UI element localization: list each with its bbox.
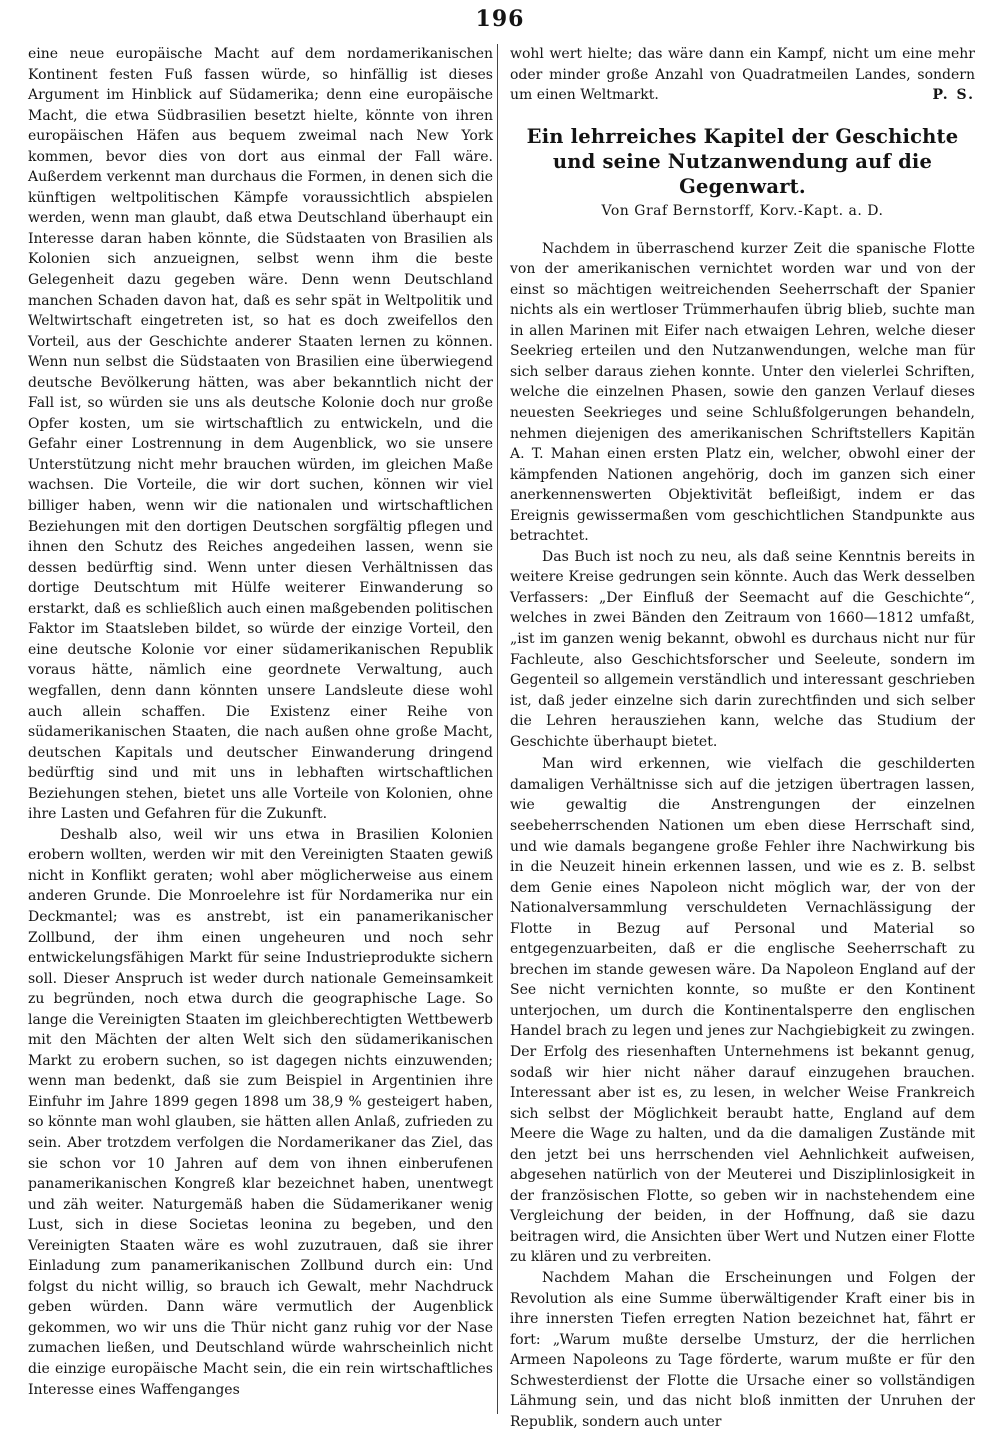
page-number: 196 bbox=[475, 6, 525, 32]
paragraph: Nachdem Mahan die Erscheinungen und Folgen der Revolution als eine Summe überwältigender Kraft einer bis in ihre innersten Tiefen erregten Nation bezeichnet hat, fährt er fort: „Warum mußte derselbe Umsturz, der die herrlichen Armeen Napoleons zu Tage förderte, warum mußte er für den Schwesterdienst der Flotte die Ursache einer so vollständigen Lähmung sein, und das nicht bloß inmitten der Unruhen der Republik, sondern auch unter bbox=[510, 1269, 975, 1430]
paragraph: eine neue europäische Macht auf dem nordamerikanischen Kontinent festen Fuß fassen würde, so hinfällig ist dieses Argument im Hinblick auf Südamerika; denn eine europäische Macht, die etwa Südbrasilien besetzt hielte, könnte von ihren europäischen Häfen aus bequem zweimal nach New York kommen, bevor dies von dort aus einmal der Fall wäre. Außerdem verkennt man durchaus die Formen, in denen sich die künftigen weltpolitischen Kämpfe voraussichtlich abspielen werden, wenn man glaubt, daß etwa Deutschland überhaupt ein Interesse daran haben könnte, die Südstaaten von Brasilien als Kolonien sich anzueignen, selbst wenn ihm die beste Gelegenheit dazu gegeben wäre. Denn wenn Deutschland manchen Schaden davon hat, daß es sehr spät in Weltpolitik und Weltwirtschaft eingetreten ist, so hat es doch zweifellos den Vorteil, aus der Geschichte anderer Staaten lernen zu können. Wenn nun selbst die Südstaaten von Brasilien eine überwiegend deutsche Bevölkerung hätten, was aber bekanntlich nicht der Fall ist, so würden sie uns als deutsche Kolonie doch nur große Opfer kosten, um sie wirtschaftlich zu entwickeln, und die Gefahr einer Lostrennung in dem Augenblick, wo sie unsere Unterstützung nicht mehr brauchen würden, im gleichen Maße wachsen. Die Vorteile, die wir dort suchen, können wir viel billiger haben, wenn wir die nationalen und wirtschaftlichen Beziehungen mit den dortigen Deutschen sorgfältig pflegen und ihnen den Schutz des Reiches angedeihen lassen, wenn sie dessen bedürftig sind. Wenn unter diesen Verhältnissen das dortige Deutschtum mit Hülfe weiterer Einwanderung so erstarkt, daß es schließlich auch einen maßgebenden politischen Faktor im Staatsleben bildet, so würde der einzige Vorteil, den eine deutsche Kolonie vor einer südamerikanischen Republik voraus hätte, nämlich eine geordnete Verwaltung, auch wegfallen, denn dann könnten unsere Landsleute diese wohl auch allein schaffen. Die Existenz einer Reihe von südamerikanischen Staaten, die nach außen ohne große Macht, deutschen Kapitals und deutscher Einwanderung dringend bedürftig sind und mit uns in lebhaften wirtschaftlichen Beziehungen stehen, bietet uns alle Vorteile von Kolonien, ohne ihre Lasten und Gefahren für die Zukunft. bbox=[28, 46, 493, 823]
left-column bbox=[28, 44, 493, 1400]
author-signature: P. S. bbox=[932, 87, 975, 104]
right-column bbox=[510, 44, 975, 1432]
column-divider bbox=[497, 44, 498, 1414]
paragraph: Nachdem in überraschend kurzer Zeit die spanische Flotte von der amerikanischen vernichtet worden war und von der einst so mächtigen weitreichenden Seeherrschaft der Spanier nichts als ein wertloser Trümmerhaufen übrig blieb, suchte man in allen Marinen mit Eifer nach etwaigen Lehren, welche dieser Seekrieg erteilen und den Nutzanwendungen, welche man für sich selber daraus ziehen konnte. Unter den vielerlei Schriften, welche die einzelnen Phasen, sowie den ganzen Verlauf dieses neuesten Seekrieges und seine Schlußfolgerungen behandeln, nehmen diejenigen des amerikanischen Schriftstellers Kapitän A. T. Mahan einen ersten Platz ein, welcher, obwohl einer der kämpfenden Nationen angehörig, doch im ganzen sich einer anerkennenswerten Objektivität befleißigt, indem er das Ereignis gewissermaßen vom geschichtlichen Standpunkte aus betrachtet. bbox=[510, 240, 975, 545]
paragraph: Deshalb also, weil wir uns etwa in Brasilien Kolonien erobern wollten, werden wir mit den Vereinigten Staaten gewiß nicht in Konflikt geraten; wohl aber möglicherweise aus einem anderen Grunde. Die Monroelehre ist für Nordamerika nur ein Deckmantel; was es anstrebt, ist ein panamerikanischer Zollbund, der ihm einen ungeheuren und noch sehr entwickelungsfähigen Markt für seine Industrieprodukte sichern soll. Dieser Anspruch ist weder durch nationale Gemeinsamkeit zu begründen, noch etwa durch die geographische Lage. So lange die Vereinigten Staaten im gleichberechtigten Wettbewerb mit den Mächten der alten Welt sich den südamerikanischen Markt zu erobern suchen, so ist dagegen nichts einzuwenden; wenn man bedenkt, daß sie zum Beispiel in Argentinien ihre Einfuhr im Jahre 1899 gegen 1898 um 38,9 % gesteigert haben, so könnte man wohl glauben, sie hätten allen Anlaß, zufrieden zu sein. Aber trotzdem verfolgen die Nordamerikaner das Ziel, das sie schon vor 10 Jahren auf dem von ihnen einberufenen panamerikanischen Kongreß klar bezeichnet haben, unentwegt und zäh weiter. Naturgemäß haben die Südamerikaner wenig Lust, sich in diese Societas leonina zu begeben, und den Vereinigten Staaten wäre es wohl zuzutrauen, daß sie ihrer Einladung zum panamerikanischen Zollbund durch ein: Und folgst du nicht willig, so brauch ich Gewalt, mehr Nachdruck geben würden. Dann wäre vermutlich der Augenblick gekommen, wo wir uns die Thür nicht ganz ruhig vor der Nase zumachen ließen, und Deutschland würde wahrscheinlich nicht die einzige europäische Macht sein, die ein rein wirtschaftliches Interesse eines Waffenganges bbox=[28, 826, 493, 1398]
article-title: Ein lehrreiches Kapitel der Geschichte und seine Nutzanwendung auf die Gegenwart. bbox=[526, 124, 959, 198]
article-byline: Von Graf Bernstorff, Korv.-Kapt. a. D. bbox=[601, 202, 884, 219]
paragraph: Das Buch ist noch zu neu, als daß seine Kenntnis bereits in weitere Kreise gedrungen sein könnte. Auch das Werk desselben Verfassers: „Der Einfluß der Seemacht auf die Geschichte“, welches in zwei Bänden den Zeitraum von 1660—1812 umfaßt, „ist im ganzen wenig bekannt, obwohl es durchaus nicht nur für Fachleute, also Geschichtsforscher und Seeleute, sondern im Gegenteil so allgemein verständlich und interessant geschrieben ist, daß jeder einzelne sich darin zurechtfinden und sich selber die Lehren herausziehen kann, welche das Studium der Geschichte überhaupt bietet. bbox=[510, 548, 975, 750]
paragraph: Man wird erkennen, wie vielfach die geschilderten damaligen Verhältnisse sich auf die jetzigen übertragen lassen, wie gewaltig die Anstrengungen der einzelnen seebeherrschenden Nationen um eben diese Herrschaft sind, und wie damals begangene große Fehler ihre Nachwirkung bis in die Neuzeit hinein erkennen lassen, und wie es z. B. selbst dem Genie eines Napoleon nicht möglich war, der von der Nationalversammlung verschuldeten Vernachlässigung der Flotte in Bezug auf Personal und Material so entgegenzuarbeiten, daß er die englische Seeherrschaft zu brechen im stande gewesen wäre. Da Napoleon England auf der See nicht vernichten konnte, so mußte er den Kontinent unterjochen, um durch die Kontinentalsperre den englischen Handel brach zu legen und jenes zur Nachgiebigkeit zu zwingen. Der Erfolg des riesenhaften Unternehmens ist bekannt genug, sodaß wir hier nicht näher darauf einzugehen brauchen. Interessant aber ist es, zu lesen, in welcher Weise Frankreich sich selbst der Möglichkeit beraubt hatte, England auf dem Meere die Wage zu halten, und da die damaligen Zustände mit den jetzt bei uns herrschenden viel Aehnlichkeit aufweisen, abgesehen natürlich von der Meuterei und Disziplinlosigkeit in der französischen Flotte, so geben wir in nachstehendem eine Vergleichung der beiden, in der Hoffnung, daß sie dazu beitragen wird, die Ansichten über Wert und Nutzen einer Flotte zu klären und zu verbreiten. bbox=[510, 756, 975, 1266]
continuation-paragraph bbox=[510, 44, 975, 106]
continuation-text: wohl wert hielte; das wäre dann ein Kampf, nicht um eine mehr oder minder große Anzahl von Quadratmeilen Landes, sondern um einen Weltmarkt. bbox=[510, 46, 975, 104]
